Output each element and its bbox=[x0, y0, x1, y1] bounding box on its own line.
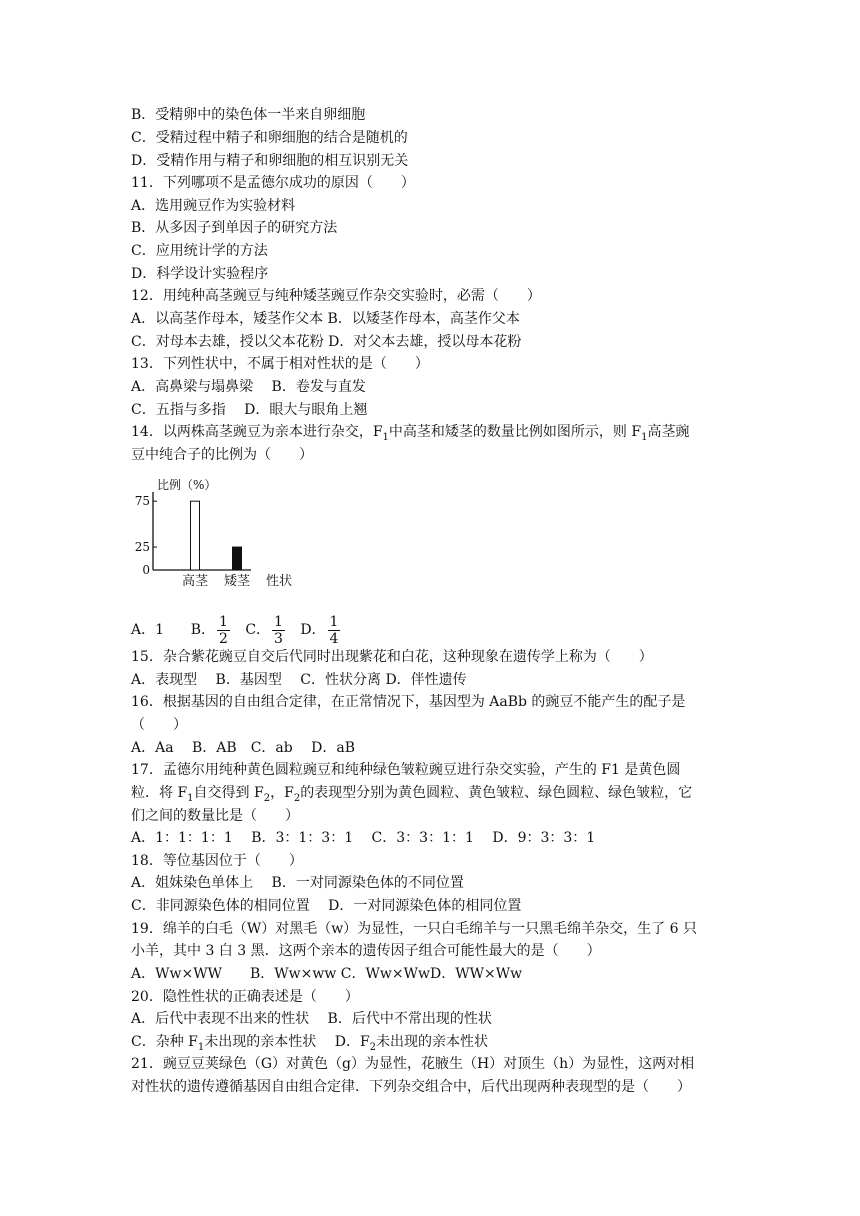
q19-stem-line2: 小羊，其中 3 白 3 黑．这两个亲本的遗传因子组合可能性最大的是（ ） bbox=[131, 943, 601, 959]
q14-options bbox=[131, 610, 342, 650]
q17-stem-line2: 粒．将 $F_1$自交得到 $F_2$，$F_2$的表现型分别为黄色圆粒、黄色皱粒、绿色圆粒、绿色皱粒，它 bbox=[131, 785, 693, 804]
y-axis-label: 比例（%） bbox=[157, 478, 217, 492]
q21-stem-line1: 21．豌豆豆荚绿色（G）对黄色（g）为显性，花腋生（H）对顶生（h）为显性，这两对相 bbox=[131, 1056, 695, 1072]
q19-options: A．Ww×WW B．Ww×ww C．Ww×WwD．WW×Ww bbox=[131, 966, 523, 982]
ratio-bar-chart bbox=[131, 478, 311, 588]
q16-stem: 16．根据基因的自由组合定律，在正常情况下，基因型为 AaBb 的豌豆不能产生的配子是 bbox=[131, 694, 686, 710]
y-tick-label: 25 bbox=[134, 540, 150, 555]
q11-option-c: C．应用统计学的方法 bbox=[131, 243, 268, 259]
q10-option-d: D．受精作用与精子和卵细胞的相互识别无关 bbox=[131, 153, 409, 169]
q18-stem: 18．等位基因位于（ ） bbox=[131, 853, 303, 869]
q17-stem-line1: 17．孟德尔用纯种黄色圆粒豌豆和纯种绿色皱粒豌豆进行杂交实验，产生的 F1 是黄色圆 bbox=[131, 762, 681, 778]
q16-options: A．Aa B．AB C．ab D．aB bbox=[131, 740, 356, 756]
y-tick-label: 0 bbox=[142, 563, 150, 577]
q20-options-cd: C．杂种 $F_1$未出现的亲本性状 D．$F_2$未出现的亲本性状 bbox=[131, 1034, 489, 1053]
q11-option-a: A．选用豌豆作为实验材料 bbox=[131, 198, 296, 214]
x-axis-label: 性状 bbox=[266, 574, 293, 588]
q12-stem: 12．用纯种高茎豌豆与纯种矮茎豌豆作杂交实验时，必需（ ） bbox=[131, 288, 541, 304]
q14-stem-line2: 豆中纯合子的比例为（ ） bbox=[131, 447, 313, 463]
q20-stem: 20．隐性性状的正确表述是（ ） bbox=[131, 989, 359, 1005]
q13-options-cd: C．五指与多指 D．眼大与眼角上翘 bbox=[131, 402, 368, 418]
bar-short-stem bbox=[233, 547, 242, 570]
q18-options-cd: C．非同源染色体的相同位置 D．一对同源染色体的相同位置 bbox=[131, 898, 522, 914]
q13-stem: 13．下列性状中，不属于相对性状的是（ ） bbox=[131, 356, 429, 372]
x-category-label: 高茎 bbox=[181, 574, 209, 588]
q11-stem: 11．下列哪项不是孟德尔成功的原因（ ） bbox=[131, 175, 415, 191]
fraction-one-half: $\frac{1}{2}$ bbox=[219, 613, 228, 647]
q12-options-cd: C．对母本去雄，授以父本花粉 D．对父本去雄，授以母本花粉 bbox=[131, 334, 522, 350]
q12-options-ab: A．以高茎作母本，矮茎作父本 B．以矮茎作母本，高茎作父本 bbox=[131, 311, 520, 327]
y-tick-label: 75 bbox=[134, 494, 150, 509]
q10-option-c: C．受精过程中精子和卵细胞的结合是随机的 bbox=[131, 130, 408, 146]
fraction-one-third: $\frac{1}{3}$ bbox=[274, 613, 283, 647]
q11-option-d: D．科学设计实验程序 bbox=[131, 266, 269, 282]
q17-options: A．1：1：1：1 B．3：1：3：1 C．3：3：1：1 D．9：3：3：1 bbox=[131, 830, 596, 846]
fraction-one-quarter: $\frac{1}{4}$ bbox=[329, 613, 339, 647]
q16-stem-cont: （ ） bbox=[131, 717, 187, 733]
q21-stem-line2: 对性状的遗传遵循基因自由组合定律．下列杂交组合中，后代出现两种表现型的是（ ） bbox=[131, 1079, 691, 1095]
q15-stem: 15．杂合紫花豌豆自交后代同时出现紫花和白花，这种现象在遗传学上称为（ ） bbox=[131, 649, 653, 665]
x-category-label: 矮茎 bbox=[223, 574, 251, 588]
q14-option-a: A．1 bbox=[131, 622, 165, 638]
q19-stem-line1: 19．绵羊的白毛（W）对黑毛（w）为显性，一只白毛绵羊与一只黑毛绵羊杂交，生了 6 只 bbox=[131, 921, 697, 937]
q14-stem-line1: 14．以两株高茎豌豆为亲本进行杂交，$F_1$中高茎和矮茎的数量比例如图所示，则 $F_1$高茎豌 bbox=[131, 424, 690, 443]
q14-option-d: D． bbox=[300, 622, 326, 638]
q14-option-c: C． bbox=[245, 622, 271, 638]
q10-option-b: B．受精卵中的染色体一半来自卵细胞 bbox=[131, 107, 366, 123]
q15-options: A．表现型 B．基因型 C．性状分离 D．伴性遗传 bbox=[131, 672, 467, 688]
q17-stem-line3: 们之间的数量比是（ ） bbox=[131, 808, 299, 824]
q18-options-ab: A．姐妹染色单体上 B．一对同源染色体的不同位置 bbox=[131, 875, 464, 891]
q14-option-b: B． bbox=[190, 622, 216, 638]
q20-options-ab: A．后代中表现不出来的性状 B．后代中不常出现的性状 bbox=[131, 1011, 492, 1027]
q13-options-ab: A．高鼻梁与塌鼻梁 B．卷发与直发 bbox=[131, 379, 366, 395]
q11-option-b: B．从多因子到单因子的研究方法 bbox=[131, 220, 338, 236]
bar-tall-stem bbox=[191, 501, 200, 570]
